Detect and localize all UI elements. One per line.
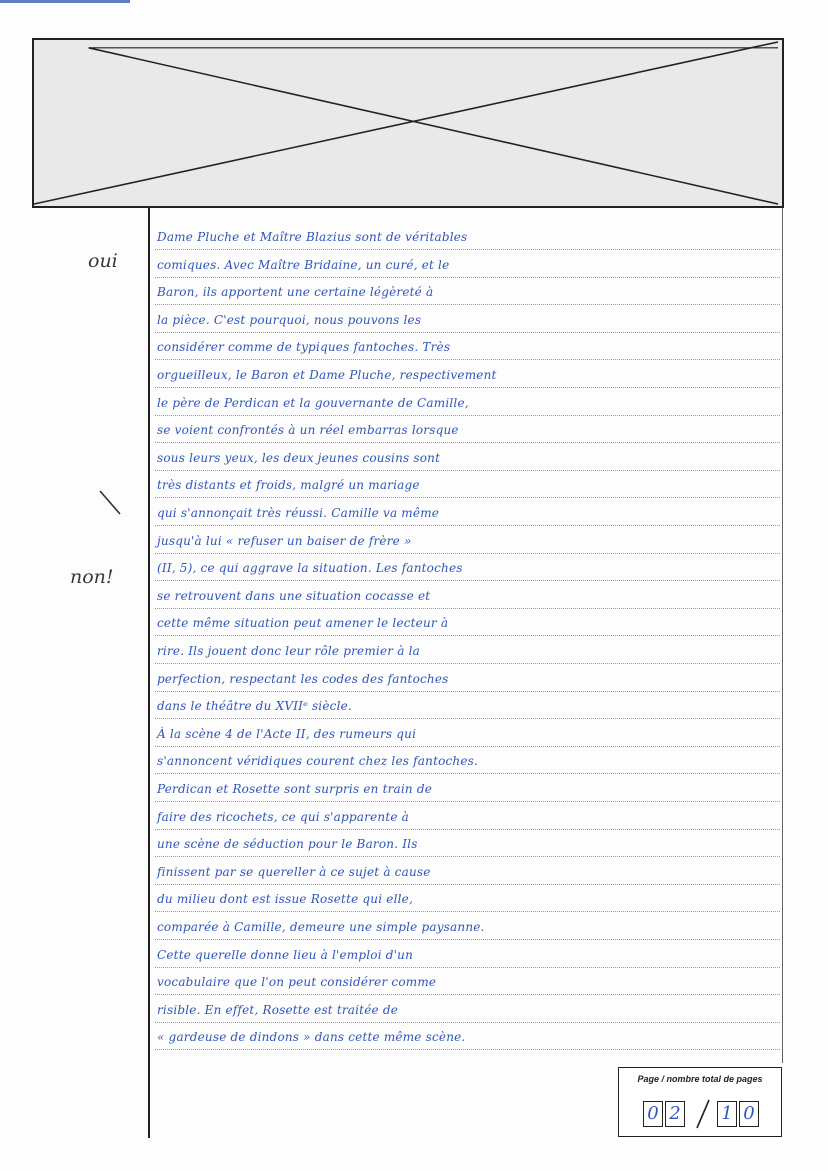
crossed-out-header-box xyxy=(32,38,784,208)
page-number-label: Page / nombre total de pages xyxy=(637,1074,763,1084)
text-line: perfection, respectant les codes des fantoches xyxy=(157,671,449,686)
ruled-line xyxy=(155,884,780,885)
text-line: le père de Perdican et la gouvernante de Camille, xyxy=(157,395,469,410)
ruled-line xyxy=(155,332,780,333)
margin-note-non: non! xyxy=(70,566,114,588)
ruled-line xyxy=(155,939,780,940)
ruled-line xyxy=(155,304,780,305)
text-line: comparée à Camille, demeure une simple paysanne. xyxy=(157,920,485,934)
ruled-line xyxy=(155,1022,780,1023)
text-line: À la scène 4 de l'Acte II, des rumeurs qui xyxy=(157,726,417,741)
ruled-line xyxy=(155,829,780,830)
text-line: faire des ricochets, ce qui s'apparente à xyxy=(157,809,410,824)
margin-slash-mark xyxy=(96,488,126,518)
text-line: (II, 5), ce qui aggrave la situation. Les fantoches xyxy=(157,561,463,576)
ruled-line xyxy=(155,801,780,802)
ruled-line xyxy=(155,387,780,388)
text-line: se voient confrontés à un réel embarras lorsque xyxy=(157,423,459,438)
total-digit-2: 0 xyxy=(739,1101,759,1127)
ruled-line xyxy=(155,277,780,278)
text-line: Cette querelle donne lieu à l'emploi d'un xyxy=(157,947,414,962)
ruled-line xyxy=(155,359,780,360)
ruled-line xyxy=(155,525,780,526)
text-line: considérer comme de typiques fantoches. Très xyxy=(157,340,451,355)
ruled-line xyxy=(155,497,780,498)
ruled-line xyxy=(155,608,780,609)
ruled-line xyxy=(155,746,780,747)
text-line: « gardeuse de dindons » dans cette même scène. xyxy=(157,1030,466,1045)
ruled-line xyxy=(155,635,780,636)
text-line: une scène de séduction pour le Baron. Ils xyxy=(157,837,418,852)
text-line: comiques. Avec Maître Bridaine, un curé, et le xyxy=(157,257,450,272)
text-line: risible. En effet, Rosette est traitée de xyxy=(157,1002,399,1017)
ruled-line xyxy=(155,773,780,774)
ruled-line xyxy=(155,967,780,968)
ruled-line xyxy=(155,663,780,664)
ruled-line xyxy=(155,415,780,416)
text-line: jusqu'à lui « refuser un baiser de frère » xyxy=(157,533,412,548)
total-digit-1: 1 xyxy=(717,1101,737,1127)
text-line: cette même situation peut amener le lecteur à xyxy=(157,616,449,631)
top-stripe xyxy=(0,0,130,3)
text-line: sous leurs yeux, les deux jeunes cousins sont xyxy=(157,450,441,465)
ruled-line xyxy=(155,1049,780,1050)
text-line: Perdican et Rosette sont surpris en train de xyxy=(157,782,433,796)
ruled-line xyxy=(155,470,780,471)
ruled-line xyxy=(155,442,780,443)
text-line: rire. Ils jouent donc leur rôle premier à la xyxy=(157,644,420,658)
text-line: finissent par se quereller à ce sujet à cause xyxy=(157,864,431,879)
page-digit-1: 0 xyxy=(643,1101,663,1127)
text-line: très distants et froids, malgré un mariage xyxy=(157,478,420,493)
text-line: s'annoncent véridiques courent chez les fantoches. xyxy=(157,754,479,769)
ruled-line xyxy=(155,994,780,995)
cross-lines xyxy=(34,40,782,206)
text-line: vocabulaire que l'on peut considérer comme xyxy=(157,975,437,990)
text-line: se retrouvent dans une situation cocasse et xyxy=(157,588,431,603)
text-line: du milieu dont est issue Rosette qui elle, xyxy=(157,892,413,907)
text-line: dans le théâtre du XVIIᵉ siècle. xyxy=(157,699,352,714)
ruled-line xyxy=(155,856,780,857)
ruled-line xyxy=(155,553,780,554)
ruled-line xyxy=(155,580,780,581)
text-line: Dame Pluche et Maître Blazius sont de véritables xyxy=(157,230,468,244)
text-line: orgueilleux, le Baron et Dame Pluche, respectivement xyxy=(157,368,497,382)
ruled-line xyxy=(155,249,780,250)
text-line: Baron, ils apportent une certaine légèreté à xyxy=(157,285,434,300)
ruled-line xyxy=(155,911,780,912)
ruled-line xyxy=(155,718,780,719)
margin-line xyxy=(148,208,150,1138)
text-line: qui s'annonçait très réussi. Camille va même xyxy=(157,506,440,520)
margin-note-oui: oui xyxy=(88,250,118,272)
text-line: la pièce. C'est pourquoi, nous pouvons les xyxy=(157,312,422,327)
page-separator-slash xyxy=(693,1098,713,1130)
page-digit-2: 2 xyxy=(665,1101,685,1127)
ruled-line xyxy=(155,691,780,692)
